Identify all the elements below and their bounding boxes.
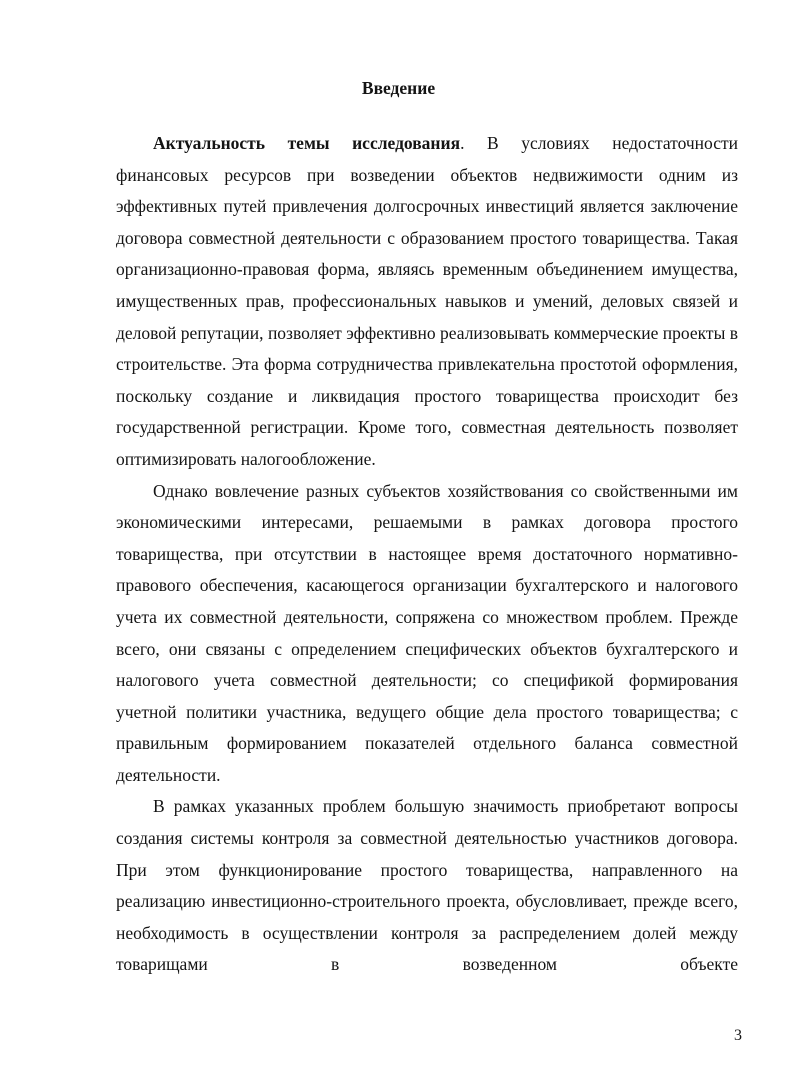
paragraph-text: . В условиях недостаточности финансовых ресурсов при возведении объектов недвижимости одним из эффективных путей привлечения долгосрочных инвестиций является заключение договора совместной деятельности с образованием простого товарищества. Такая организационно-правовая форма, являясь временным объединением имущества, имущественных прав, профессиональных навыков и умений, деловых связей и деловой репутации, позволяет эффективно реализовывать коммерческие проекты в строительстве. Эта форма сотрудничества привлекательна простотой оформления, поскольку создание и ликвидация простого товарищества происходит без государственной регистрации. Кроме того, совместная деятельность позволяет оптимизировать налогообложение. [116,133,739,469]
paragraph-relevance [116,128,738,476]
paragraph-control: В рамках указанных проблем большую значимость приобретают вопросы создания системы контроля за совместной деятельностью участников договора. При этом функционирование простого товарищества, направленного на реализацию инвестиционно-строительного проекта, обусловливает, прежде всего, необходимость в осуществлении контроля за распределением долей между товарищами в возведенном объекте [116,796,738,975]
body-text [116,128,738,981]
paragraph-problems: Однако вовлечение разных субъектов хозяйствования со свойственными им экономическими интересами, решаемыми в рамках договора простого товарищества, при отсутствии в настоящее время достаточного нормативно-правового обеспечения, касающегося организации бухгалтерского и налогового учета их совместной деятельности, сопряжена со множеством проблем. Прежде всего, они связаны с определением специфических объектов бухгалтерского и налогового учета совместной деятельности; со спецификой формирования учетной политики участника, ведущего общие дела простого товарищества; с правильным формированием показателей отдельного баланса совместной деятельности. [116,480,738,785]
paragraph-lead: Актуальность темы исследования [153,133,461,153]
section-title: Введение [361,78,436,98]
page-number: 3 [734,1027,742,1044]
